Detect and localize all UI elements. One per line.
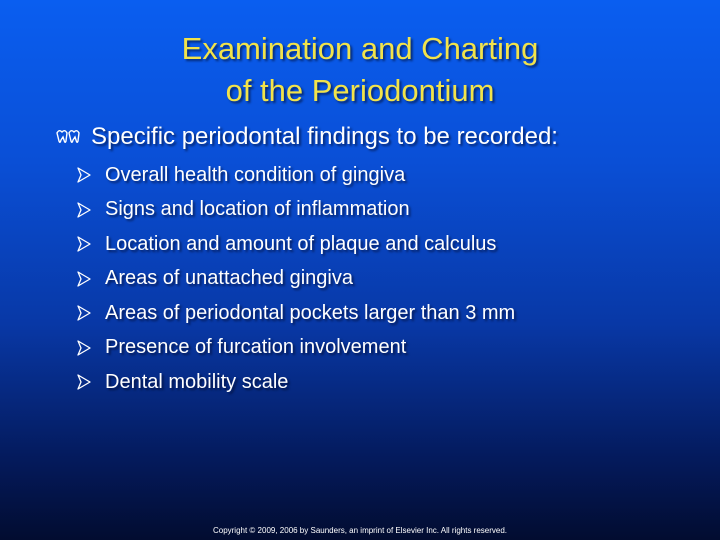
- sub-bullet-text: Areas of unattached gingiva: [105, 267, 353, 290]
- sub-bullet-item: [77, 227, 515, 262]
- arrowhead-bullet-icon: [77, 340, 91, 356]
- sub-bullet-text: Dental mobility scale: [105, 370, 289, 393]
- copyright-notice: Copyright © 2009, 2006 by Saunders, an imprint of Elsevier Inc. All rights reserved.: [212, 526, 508, 535]
- sub-bullet-item: [77, 296, 515, 331]
- sub-bullet-item: [77, 193, 515, 228]
- sub-bullet-text: Overall health condition of gingiva: [105, 163, 406, 186]
- sub-bullet-text: Signs and location of inflammation: [105, 198, 410, 221]
- sub-bullet-item: [77, 365, 515, 400]
- title-line-2: of the Periodontium: [225, 73, 495, 108]
- teeth-glyph-icon: [55, 127, 81, 147]
- sub-bullet-item: [77, 331, 515, 366]
- arrowhead-bullet-icon: [77, 374, 91, 390]
- arrowhead-bullet-icon: [77, 167, 91, 183]
- title-line-1: Examination and Charting: [181, 31, 539, 66]
- arrowhead-bullet-icon: [77, 202, 91, 218]
- sub-bullet-item: [77, 262, 515, 297]
- main-bullet-text: Specific periodontal findings to be recorded:: [91, 123, 558, 150]
- arrowhead-bullet-icon: [77, 305, 91, 321]
- slide-title: [0, 28, 720, 112]
- arrowhead-bullet-icon: [77, 271, 91, 287]
- sub-bullet-text: Location and amount of plaque and calculus: [105, 232, 497, 255]
- arrowhead-bullet-icon: [77, 236, 91, 252]
- sub-bullet-text: Presence of furcation involvement: [105, 336, 407, 359]
- sub-bullet-item: [77, 158, 515, 193]
- main-bullet: [55, 120, 558, 154]
- sub-bullet-list: [77, 158, 515, 400]
- sub-bullet-text: Areas of periodontal pockets larger than 3 mm: [105, 301, 516, 324]
